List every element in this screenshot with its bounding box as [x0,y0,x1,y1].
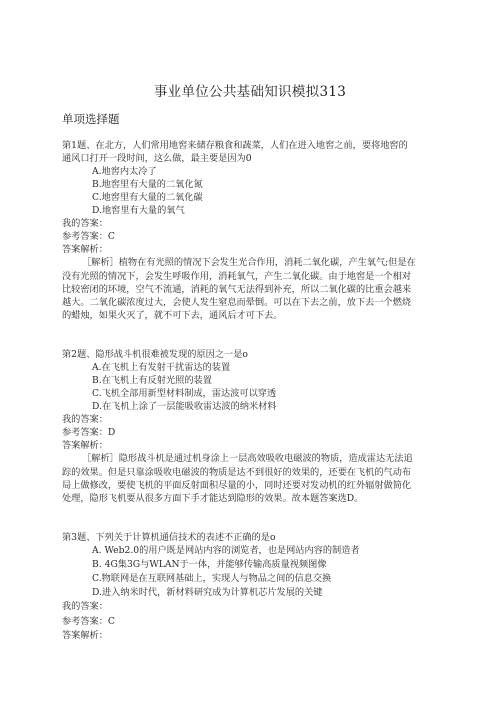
q1-analysis-line-4: 越大。二氧化碳浓度过大，会使人发生窒息而晕倒。可以在下去之前，放下去一个燃烧 [62,297,412,308]
q1-stem-line-1: 第1题、在北方，人们常用地窖来储存粮食和蔬菜，人们在进入地窖之前，要将地窖的 [62,140,408,151]
q3-option-a: A. Web2.0的用户既是网站内容的浏览者，也是网站内容的制造者 [92,545,360,556]
q1-option-d: D.地窖里有大量的氧气 [92,205,185,216]
q2-analysis-line-4: 处理，隐形飞机要从很多方面下手才能达到隐形的效果。故本题答案选D。 [62,493,364,504]
section-heading: 单项选择题 [62,112,120,126]
q3-reference-answer: 参考答案：C [62,616,115,627]
q2-analysis-line-3: 局上做修改，要使飞机的平面反射面积尽量的小，同时还要对发动机的红外辐射做简化 [62,480,412,491]
q1-analysis-line-5: 的蜡烛，如果火灭了，就不可下去，通风后才可下去。 [62,310,283,321]
q3-analysis-label: 答案解析： [62,630,108,641]
q3-my-answer: 我的答案： [62,601,108,612]
q3-option-c: C.物联网是在互联网基础上，实现人与物品之间的信息交换 [92,573,332,584]
q2-option-b: B.在飞机上有反射光照的装置 [92,375,212,386]
q1-option-b: B.地窖里有大量的二氧化氮 [92,179,203,190]
q1-analysis-line-2: 没有光照的情况下，会发生呼吸作用，消耗氧气，产生二氧化碳。由于地窖是一个相对 [62,271,412,282]
q3-option-d: D.进入纳米时代，新材料研究成为计算机芯片发展的关键 [92,587,323,598]
q2-option-d: D.在飞机上涂了一层能吸收雷达波的纳米材料 [92,401,277,412]
document-title: 事业单位公共基础知识模拟313 [153,84,347,100]
q2-reference-answer: 参考答案：D [62,427,116,438]
q1-my-answer: 我的答案： [62,218,108,229]
q3-option-b: B. 4G集3G与WLAN于一体，并能够传输高质量视频图像 [92,559,327,570]
q2-option-c: C.飞机全部用新型材料制成，雷达波可以穿透 [92,388,277,399]
q2-option-a: A.在飞机上有发射干扰雷达的装置 [92,362,231,373]
q3-stem-line-1: 第3题、下列关于计算机通信技术的表述不正确的是o [62,532,276,543]
q2-stem-line-1: 第2题、隐形战斗机很难被发现的原因之一是o [62,349,248,360]
q1-analysis-line-1: ［解析］植物在有光照的情况下会发生光合作用，消耗二氧化碳，产生氧气;但是在 [82,257,416,268]
q2-analysis-label: 答案解析： [62,440,108,451]
q2-my-answer: 我的答案： [62,414,108,425]
q2-analysis-line-2: 踪的效果。但是只靠涂吸收电磁波的物质是达不到很好的效果的，还要在飞机的气动布 [62,467,412,478]
q1-analysis-label: 答案解析： [62,244,108,255]
q2-analysis-line-1: ［解析］隐形战斗机是通过机身涂上一层高效吸收电磁波的物质，造成雷达无法追 [82,453,413,464]
q1-stem-line-2: 通风口打开一段时间，这么做，最主要是因为0 [62,153,252,164]
q1-option-a: A.地窖内太冷了 [92,166,157,177]
q1-analysis-line-3: 比较密闭的环境，空气不流通，消耗的氧气无法得到补充，所以二氧化碳的比重会越来 [62,284,412,295]
q1-option-c: C.地窖里有大量的二氧化碳 [92,192,203,203]
q1-reference-answer: 参考答案：C [62,231,115,242]
